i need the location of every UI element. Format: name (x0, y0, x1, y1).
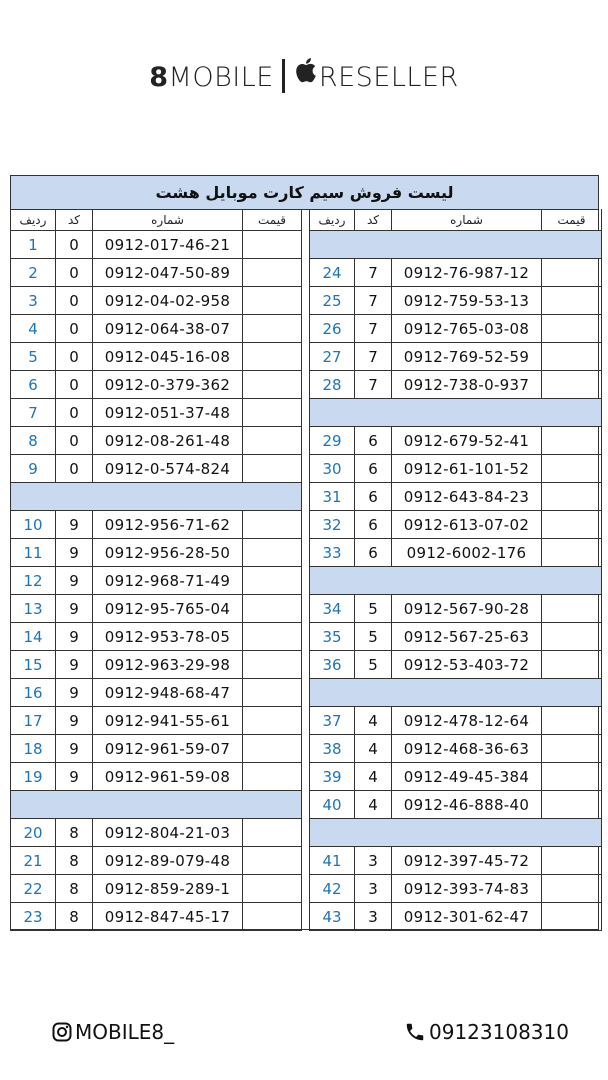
row-price (542, 315, 601, 342)
row-code: 9 (56, 539, 93, 566)
row-index: 28 (310, 371, 355, 398)
row-code: 7 (355, 371, 392, 398)
row-code: 0 (56, 455, 93, 482)
table-row (310, 259, 601, 287)
row-phone-number: 0912-961-59-08 (93, 763, 243, 790)
row-index: 27 (310, 343, 355, 370)
row-price (243, 511, 301, 538)
row-price (243, 315, 301, 342)
row-price (542, 455, 601, 482)
row-phone-number: 0912-397-45-72 (392, 847, 542, 874)
row-code: 9 (56, 735, 93, 762)
row-code: 0 (56, 259, 93, 286)
row-phone-number: 0912-53-403-72 (392, 651, 542, 678)
row-phone-number: 0912-017-46-21 (93, 231, 243, 258)
row-index: 15 (11, 651, 56, 678)
row-phone-number: 0912-613-07-02 (392, 511, 542, 538)
row-phone-number: 0912-478-12-64 (392, 707, 542, 734)
row-phone-number: 0912-847-45-17 (93, 903, 243, 930)
table-row (11, 371, 301, 399)
row-price (243, 287, 301, 314)
table-row (11, 819, 301, 847)
table-header-row (11, 209, 301, 231)
row-code: 3 (355, 875, 392, 902)
row-code: 9 (56, 679, 93, 706)
table-row (310, 427, 601, 455)
row-price (542, 791, 601, 818)
table-row (11, 231, 301, 259)
row-price (542, 875, 601, 902)
row-phone-number: 0912-047-50-89 (93, 259, 243, 286)
row-price (243, 259, 301, 286)
row-phone-number: 0912-46-888-40 (392, 791, 542, 818)
row-index: 38 (310, 735, 355, 762)
row-phone-number: 0912-769-52-59 (392, 343, 542, 370)
row-index: 39 (310, 763, 355, 790)
row-price (243, 651, 301, 678)
row-code: 8 (56, 819, 93, 846)
table-row (11, 287, 301, 315)
row-index: 8 (11, 427, 56, 454)
row-index: 37 (310, 707, 355, 734)
row-phone-number: 0912-804-21-03 (93, 819, 243, 846)
row-price (542, 371, 601, 398)
table-row (11, 735, 301, 763)
table-row (310, 707, 601, 735)
row-price (243, 455, 301, 482)
group-separator-row (11, 791, 301, 819)
phone-number (404, 1017, 569, 1047)
row-phone-number: 0912-956-71-62 (93, 511, 243, 538)
row-phone-number: 0912-567-90-28 (392, 595, 542, 622)
table-row (310, 735, 601, 763)
row-phone-number: 0912-0-379-362 (93, 371, 243, 398)
table-row (310, 595, 601, 623)
header-price: قیمت (557, 212, 586, 227)
group-separator-row (310, 231, 601, 259)
header-number: شماره (392, 209, 542, 230)
row-index: 3 (11, 287, 56, 314)
price-sheet (10, 175, 599, 930)
row-price (542, 735, 601, 762)
row-index: 7 (11, 399, 56, 426)
row-phone-number: 0912-89-079-48 (93, 847, 243, 874)
row-index: 30 (310, 455, 355, 482)
row-code: 6 (355, 483, 392, 510)
row-phone-number: 0912-301-62-47 (392, 903, 542, 930)
row-index: 2 (11, 259, 56, 286)
row-price (243, 343, 301, 370)
row-index: 20 (11, 819, 56, 846)
row-phone-number: 0912-738-0-937 (392, 371, 542, 398)
group-separator-row (310, 819, 601, 847)
row-index: 4 (11, 315, 56, 342)
row-price (542, 763, 601, 790)
row-code: 9 (56, 623, 93, 650)
table-row (11, 847, 301, 875)
row-index: 23 (11, 903, 56, 930)
row-code: 3 (355, 847, 392, 874)
row-code: 9 (56, 595, 93, 622)
row-code: 9 (56, 567, 93, 594)
row-index: 29 (310, 427, 355, 454)
row-index: 33 (310, 539, 355, 566)
brand-header (0, 56, 608, 100)
row-index: 12 (11, 567, 56, 594)
row-price (243, 903, 301, 930)
row-index: 17 (11, 707, 56, 734)
row-price (243, 875, 301, 902)
table-row (11, 567, 301, 595)
row-phone-number: 0912-765-03-08 (392, 315, 542, 342)
row-phone-number: 0912-61-101-52 (392, 455, 542, 482)
brand-mobile: MOBILE (168, 62, 274, 93)
row-phone-number: 0912-95-765-04 (93, 595, 243, 622)
row-phone-number: 0912-679-52-41 (392, 427, 542, 454)
row-code: 0 (56, 315, 93, 342)
row-phone-number: 0912-468-36-63 (392, 735, 542, 762)
table-row (11, 707, 301, 735)
row-code: 9 (56, 511, 93, 538)
row-price (542, 595, 601, 622)
row-index: 25 (310, 287, 355, 314)
row-price (243, 399, 301, 426)
brand-reseller: RESELLER (318, 62, 459, 93)
table-row (11, 511, 301, 539)
row-phone-number: 0912-941-55-61 (93, 707, 243, 734)
row-index: 19 (11, 763, 56, 790)
table-row (11, 679, 301, 707)
row-phone-number: 0912-968-71-49 (93, 567, 243, 594)
row-price (243, 371, 301, 398)
row-index: 42 (310, 875, 355, 902)
row-price (542, 511, 601, 538)
header-code: کد (355, 209, 392, 230)
row-phone-number: 0912-045-16-08 (93, 343, 243, 370)
row-index: 6 (11, 371, 56, 398)
row-code: 4 (355, 735, 392, 762)
row-index: 40 (310, 791, 355, 818)
group-separator-row (310, 567, 601, 595)
row-index: 16 (11, 679, 56, 706)
row-phone-number: 0912-051-37-48 (93, 399, 243, 426)
table-row (310, 539, 601, 567)
row-price (542, 847, 601, 874)
row-price (243, 763, 301, 790)
row-index: 32 (310, 511, 355, 538)
row-index: 22 (11, 875, 56, 902)
row-code: 5 (355, 651, 392, 678)
row-price (243, 623, 301, 650)
instagram-text: MOBILE8_ (75, 1020, 175, 1044)
row-index: 1 (11, 231, 56, 258)
table-header-row (310, 209, 601, 231)
row-price (243, 595, 301, 622)
row-price (542, 483, 601, 510)
table-row (11, 903, 301, 931)
table-row (310, 763, 601, 791)
row-index: 34 (310, 595, 355, 622)
row-code: 7 (355, 259, 392, 286)
table-row (11, 259, 301, 287)
row-index: 10 (11, 511, 56, 538)
row-price (243, 847, 301, 874)
table-row (310, 847, 601, 875)
table-row (310, 875, 601, 903)
row-price (542, 707, 601, 734)
instagram-icon (52, 1022, 72, 1042)
row-phone-number: 0912-0-574-824 (93, 455, 243, 482)
row-code: 4 (355, 763, 392, 790)
table-row (11, 651, 301, 679)
header-price: قیمت (257, 212, 287, 227)
row-index: 43 (310, 903, 355, 930)
brand-digit: 8 (149, 62, 169, 93)
header-index: ردیف (11, 209, 56, 230)
table-row (310, 371, 601, 399)
row-phone-number: 0912-49-45-384 (392, 763, 542, 790)
phone-text: 09123108310 (429, 1020, 569, 1044)
row-price (542, 259, 601, 286)
row-code: 0 (56, 343, 93, 370)
table-row (11, 399, 301, 427)
row-index: 13 (11, 595, 56, 622)
row-price (243, 707, 301, 734)
table-row (310, 343, 601, 371)
row-code: 6 (355, 511, 392, 538)
row-phone-number: 0912-961-59-07 (93, 735, 243, 762)
right-table (309, 209, 602, 931)
table-row (11, 455, 301, 483)
row-price (542, 343, 601, 370)
row-code: 6 (355, 539, 392, 566)
row-price (542, 539, 601, 566)
row-phone-number: 0912-064-38-07 (93, 315, 243, 342)
row-code: 0 (56, 399, 93, 426)
row-code: 7 (355, 343, 392, 370)
table-row (11, 763, 301, 791)
row-index: 14 (11, 623, 56, 650)
row-price (243, 819, 301, 846)
brand-divider (282, 59, 285, 93)
row-index: 9 (11, 455, 56, 482)
row-price (542, 427, 601, 454)
row-code: 5 (355, 623, 392, 650)
row-code: 9 (56, 651, 93, 678)
row-code: 8 (56, 875, 93, 902)
row-phone-number: 0912-76-987-12 (392, 259, 542, 286)
table-row (11, 875, 301, 903)
group-separator-row (310, 399, 601, 427)
row-phone-number: 0912-956-28-50 (93, 539, 243, 566)
row-phone-number: 0912-567-25-63 (392, 623, 542, 650)
row-index: 41 (310, 847, 355, 874)
table-row (310, 511, 601, 539)
table-row (310, 623, 601, 651)
phone-icon (404, 1021, 426, 1043)
table-row (310, 287, 601, 315)
row-code: 0 (56, 287, 93, 314)
row-index: 21 (11, 847, 56, 874)
table-row (310, 315, 601, 343)
row-index: 24 (310, 259, 355, 286)
table-row (11, 343, 301, 371)
row-index: 11 (11, 539, 56, 566)
header-code: کد (56, 209, 93, 230)
row-index: 26 (310, 315, 355, 342)
row-code: 8 (56, 847, 93, 874)
header-index: ردیف (310, 209, 355, 230)
sheet-title: لیست فروش سیم کارت موبایل هشت (11, 176, 598, 210)
row-phone-number: 0912-6002-176 (392, 539, 542, 566)
row-price (542, 903, 601, 930)
table-row (11, 595, 301, 623)
row-code: 9 (56, 763, 93, 790)
row-phone-number: 0912-953-78-05 (93, 623, 243, 650)
row-phone-number: 0912-963-29-98 (93, 651, 243, 678)
group-separator-row (310, 679, 601, 707)
row-price (243, 539, 301, 566)
row-code: 0 (56, 427, 93, 454)
row-price (243, 679, 301, 706)
row-code: 3 (355, 903, 392, 930)
row-phone-number: 0912-04-02-958 (93, 287, 243, 314)
row-code: 6 (355, 427, 392, 454)
row-code: 4 (355, 791, 392, 818)
row-code: 4 (355, 707, 392, 734)
row-index: 35 (310, 623, 355, 650)
row-code: 7 (355, 287, 392, 314)
table-row (310, 903, 601, 931)
row-phone-number: 0912-643-84-23 (392, 483, 542, 510)
row-price (243, 735, 301, 762)
row-code: 6 (355, 455, 392, 482)
row-phone-number: 0912-759-53-13 (392, 287, 542, 314)
row-phone-number: 0912-08-261-48 (93, 427, 243, 454)
apple-logo-icon (293, 54, 317, 98)
row-price (542, 623, 601, 650)
row-index: 31 (310, 483, 355, 510)
row-phone-number: 0912-393-74-83 (392, 875, 542, 902)
table-row (310, 651, 601, 679)
row-price (542, 651, 601, 678)
instagram-handle (52, 1017, 174, 1047)
table-row (11, 623, 301, 651)
table-row (310, 791, 601, 819)
table-row (310, 483, 601, 511)
row-price (542, 287, 601, 314)
row-code: 9 (56, 707, 93, 734)
row-code: 0 (56, 231, 93, 258)
group-separator-row (11, 483, 301, 511)
table-row (310, 455, 601, 483)
table-row (11, 315, 301, 343)
row-phone-number: 0912-859-289-1 (93, 875, 243, 902)
row-code: 7 (355, 315, 392, 342)
row-code: 0 (56, 371, 93, 398)
row-index: 5 (11, 343, 56, 370)
row-price (243, 427, 301, 454)
header-number: شماره (93, 209, 243, 230)
left-table (10, 209, 302, 931)
row-phone-number: 0912-948-68-47 (93, 679, 243, 706)
row-code: 5 (355, 595, 392, 622)
row-price (243, 567, 301, 594)
row-index: 18 (11, 735, 56, 762)
table-row (11, 539, 301, 567)
table-row (11, 427, 301, 455)
row-code: 8 (56, 903, 93, 930)
row-index: 36 (310, 651, 355, 678)
row-price (243, 231, 301, 258)
